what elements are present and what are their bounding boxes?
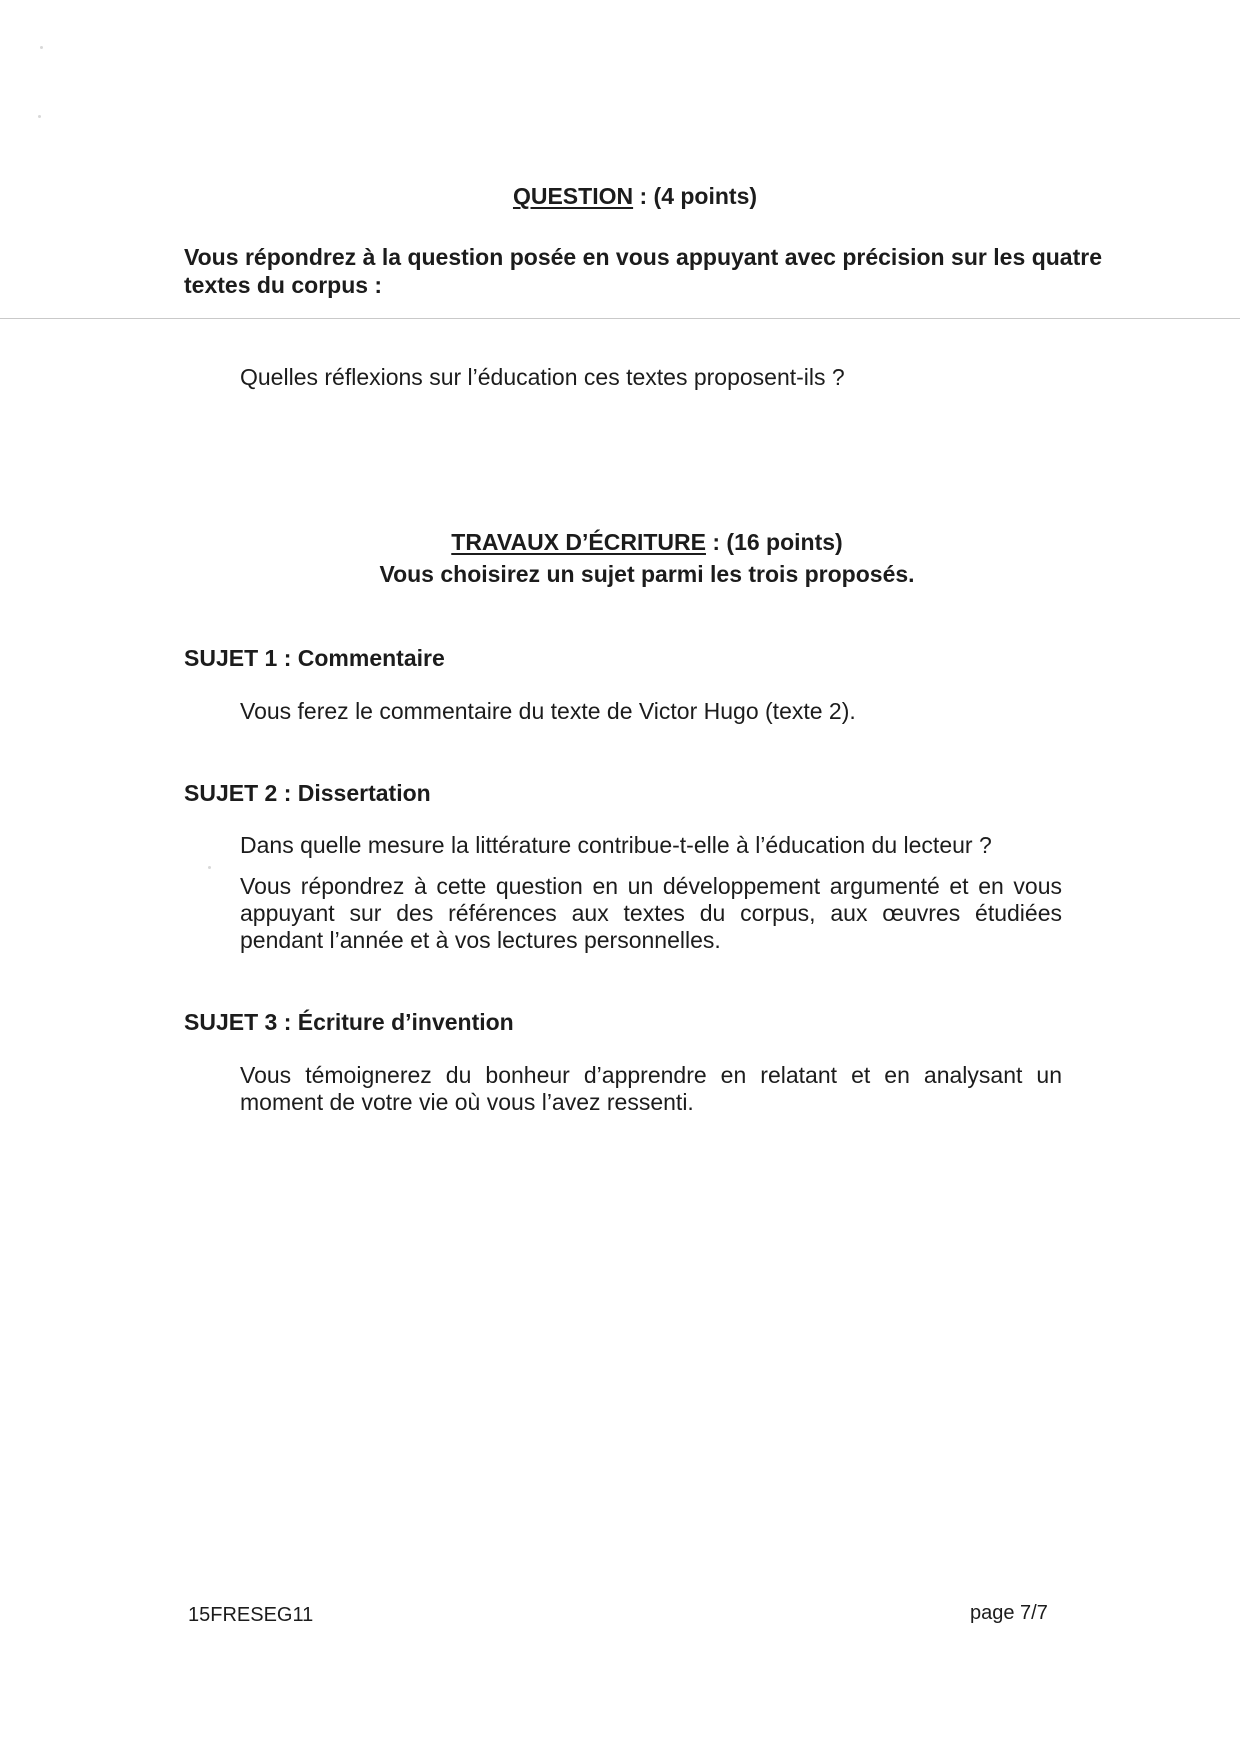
question-text: Quelles réflexions sur l’éducation ces textes proposent-ils ? xyxy=(240,364,845,390)
sujet-1-paragraph: Vous ferez le commentaire du texte de Victor Hugo (texte 2). xyxy=(240,698,856,724)
scan-speck xyxy=(208,866,211,869)
scan-speck xyxy=(38,115,41,118)
travaux-points: : (16 points) xyxy=(705,529,843,555)
question-heading xyxy=(0,183,1240,210)
sujet-3-paragraph: Vous témoignerez du bonheur d’apprendre en relatant et en analysant un moment de votre vie où vous l’avez ressenti. xyxy=(240,1062,1062,1115)
sujet-1-title: SUJET 1 : Commentaire xyxy=(184,645,445,671)
sujet-3-title: SUJET 3 : Écriture d’invention xyxy=(184,1009,514,1035)
travaux-subtitle: Vous choisirez un sujet parmi les trois proposés. xyxy=(379,561,915,587)
question-points: : (4 points) xyxy=(633,183,758,209)
sujet-2-instructions: Vous répondrez à cette question en un développement argumenté et en vous appuyant sur des références aux textes du corpus, aux œuvres étudiées pendant l’année et à vos lectures personnelles. xyxy=(240,873,1062,953)
question-instructions: Vous répondrez à la question posée en vous appuyant avec précision sur les quatre textes du corpus : xyxy=(184,244,1102,298)
travaux-label: TRAVAUX D’ÉCRITURE xyxy=(451,529,706,555)
scan-speck xyxy=(40,46,43,49)
footer-page-number: page 7/7 xyxy=(970,1602,1048,1624)
sujet-2-title: SUJET 2 : Dissertation xyxy=(184,780,431,806)
scan-line-divider xyxy=(0,318,1240,319)
travaux-heading xyxy=(0,529,1240,556)
sujet-2-question: Dans quelle mesure la littérature contribue-t-elle à l’éducation du lecteur ? xyxy=(240,832,992,858)
question-label: QUESTION xyxy=(512,183,634,209)
footer-exam-code: 15FRESEG11 xyxy=(188,1604,314,1626)
